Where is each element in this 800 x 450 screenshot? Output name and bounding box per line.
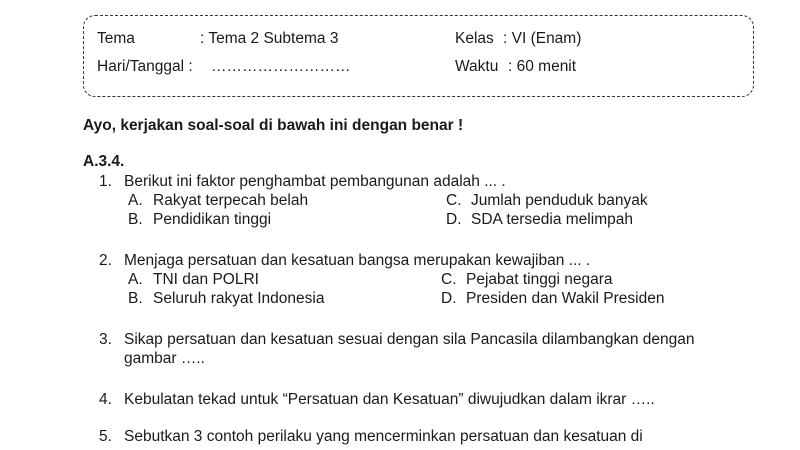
- question-2-number: 2.: [99, 252, 112, 269]
- q2-option-c-letter: C.: [441, 271, 457, 288]
- q2-option-b: Seluruh rakyat Indonesia: [153, 290, 325, 307]
- q1-option-d: SDA tersedia melimpah: [471, 211, 633, 228]
- question-2-text: Menjaga persatuan dan kesatuan bangsa merupakan kewajiban ... .: [124, 252, 591, 269]
- q2-option-c: Pejabat tinggi negara: [466, 271, 613, 288]
- question-3-text-line2: gambar …..: [124, 350, 205, 367]
- tema-label: Tema: [97, 30, 135, 47]
- q1-option-a: Rakyat terpecah belah: [153, 192, 309, 209]
- question-4-text: Kebulatan tekad untuk “Persatuan dan Kesatuan” diwujudkan dalam ikrar …..: [124, 391, 655, 408]
- question-1-text: Berikut ini faktor penghambat pembangunan adalah ... .: [124, 173, 506, 190]
- q1-option-b-letter: B.: [128, 211, 143, 228]
- q2-option-b-letter: B.: [128, 290, 143, 307]
- question-5-text: Sebutkan 3 contoh perilaku yang mencerminkan persatuan dan kesatuan di: [124, 428, 643, 445]
- q1-option-d-letter: D.: [446, 211, 462, 228]
- kelas-label: Kelas: [455, 30, 494, 47]
- waktu-label: Waktu: [455, 58, 499, 75]
- question-3-number: 3.: [99, 331, 112, 348]
- tema-value: : Tema 2 Subtema 3: [200, 30, 339, 47]
- question-1-number: 1.: [99, 173, 112, 190]
- section-label: A.3.4.: [83, 153, 125, 170]
- header-box: [83, 15, 754, 97]
- q2-option-a: TNI dan POLRI: [153, 271, 259, 288]
- question-3-text-line1: Sikap persatuan dan kesatuan sesuai dengan sila Pancasila dilambangkan dengan: [124, 331, 695, 348]
- q2-option-d: Presiden dan Wakil Presiden: [466, 290, 665, 307]
- q1-option-c: Jumlah penduduk banyak: [471, 192, 648, 209]
- q2-option-d-letter: D.: [441, 290, 457, 307]
- q2-option-a-letter: A.: [128, 271, 143, 288]
- hari-label: Hari/Tanggal :: [97, 58, 193, 75]
- q1-option-a-letter: A.: [128, 192, 143, 209]
- hari-value: ………………………: [211, 58, 351, 75]
- question-5-number: 5.: [99, 428, 112, 445]
- kelas-value: : VI (Enam): [503, 30, 582, 47]
- question-4-number: 4.: [99, 391, 112, 408]
- q1-option-b: Pendidikan tinggi: [153, 211, 272, 228]
- instruction: Ayo, kerjakan soal-soal di bawah ini dengan benar !: [83, 117, 464, 134]
- q1-option-c-letter: C.: [446, 192, 462, 209]
- waktu-value: : 60 menit: [508, 58, 577, 75]
